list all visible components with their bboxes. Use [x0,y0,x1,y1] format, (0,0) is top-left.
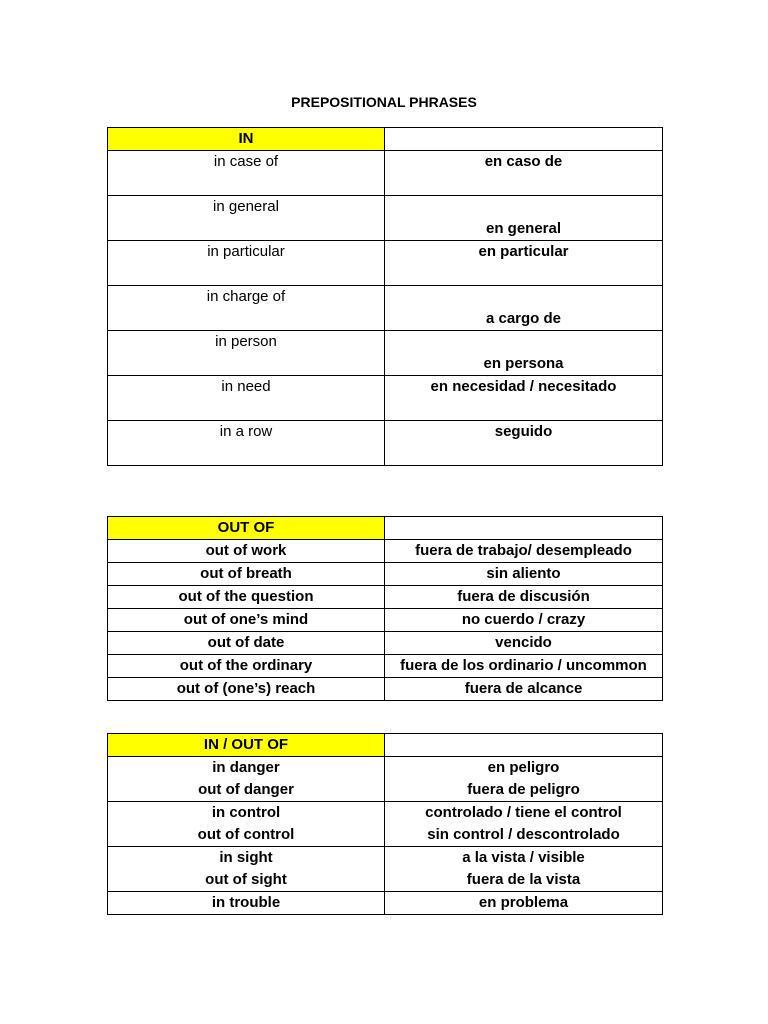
spanish-translation-cell [385,802,663,847]
spanish-translation-cell: en general [385,196,663,241]
spanish-translation-cell: seguido [385,421,663,466]
spanish-translation-cell: fuera de alcance [385,678,663,701]
table-row [108,892,663,915]
spanish-translation-cell: no cuerdo / crazy [385,609,663,632]
table-header-row [108,128,663,151]
english-phrase-cell: out of (one’s) reach [108,678,385,701]
spanish-translation-out: fuera de la vista [466,871,581,888]
spanish-translation-cell: fuera de trabajo/ desempleado [385,540,663,563]
english-phrase-in: in control [211,804,281,821]
table-row [108,655,663,678]
english-phrase-cell: in particular [108,241,385,286]
english-phrase-cell: in general [108,196,385,241]
spanish-translation-in: en peligro [487,759,560,776]
spanish-translation-cell: en problema [385,892,663,915]
english-phrase-out: out of danger [198,781,294,798]
table-row [108,847,663,892]
table-row [108,331,663,376]
spanish-translation-cell: en particular [385,241,663,286]
table-in [107,127,663,466]
table-header-cell: IN [108,128,385,151]
table-header-row [108,734,663,757]
english-phrase-in: in sight [219,849,273,866]
english-phrase-cell: in case of [108,151,385,196]
spanish-translation-cell: en persona [385,331,663,376]
english-phrase-in: in danger [212,759,280,776]
table-header-row [108,517,663,540]
table-row [108,540,663,563]
table-header-empty-cell [385,517,663,540]
spanish-translation-cell: en caso de [385,151,663,196]
english-phrase-cell: out of the ordinary [108,655,385,678]
table-row [108,586,663,609]
table-row [108,286,663,331]
table-row [108,757,663,802]
english-phrase-cell: in a row [108,421,385,466]
english-phrase-cell [108,757,385,802]
table-row [108,421,663,466]
english-phrase-cell: in trouble [108,892,385,915]
spanish-translation-cell: sin aliento [385,563,663,586]
english-phrase-cell: out of work [108,540,385,563]
table-row [108,609,663,632]
spanish-translation-cell: vencido [385,632,663,655]
english-phrase-cell [108,847,385,892]
english-phrase-out: out of control [197,826,295,843]
spanish-translation-cell: en necesidad / necesitado [385,376,663,421]
spanish-translation-out: sin control / descontrolado [427,826,620,843]
spanish-translation-out: fuera de peligro [467,781,580,798]
english-phrase-cell: in need [108,376,385,421]
spanish-translation-cell: fuera de los ordinario / uncommon [385,655,663,678]
table-row [108,563,663,586]
table-header-empty-cell [385,734,663,757]
spanish-translation-in: a la vista / visible [462,849,585,866]
table-row [108,151,663,196]
english-phrase-cell [108,802,385,847]
table-header-cell: IN / OUT OF [108,734,385,757]
spanish-translation-cell [385,757,663,802]
english-phrase-cell: out of one’s mind [108,609,385,632]
spanish-translation-cell: fuera de discusión [385,586,663,609]
english-phrase-cell: out of date [108,632,385,655]
table-row [108,241,663,286]
english-phrase-cell: in charge of [108,286,385,331]
table-row [108,196,663,241]
table-out-of [107,516,663,701]
english-phrase-cell: in person [108,331,385,376]
table-row [108,632,663,655]
page-title: PREPOSITIONAL PHRASES [291,94,477,110]
english-phrase-out: out of sight [205,871,287,888]
table-in-out-of [107,733,663,915]
spanish-translation-in: controlado / tiene el control [425,804,622,821]
english-phrase-cell: out of breath [108,563,385,586]
spanish-translation-cell [385,847,663,892]
table-header-cell: OUT OF [108,517,385,540]
table-header-empty-cell [385,128,663,151]
spanish-translation-cell: a cargo de [385,286,663,331]
table-row [108,802,663,847]
english-phrase-cell: out of the question [108,586,385,609]
table-row [108,376,663,421]
table-row [108,678,663,701]
